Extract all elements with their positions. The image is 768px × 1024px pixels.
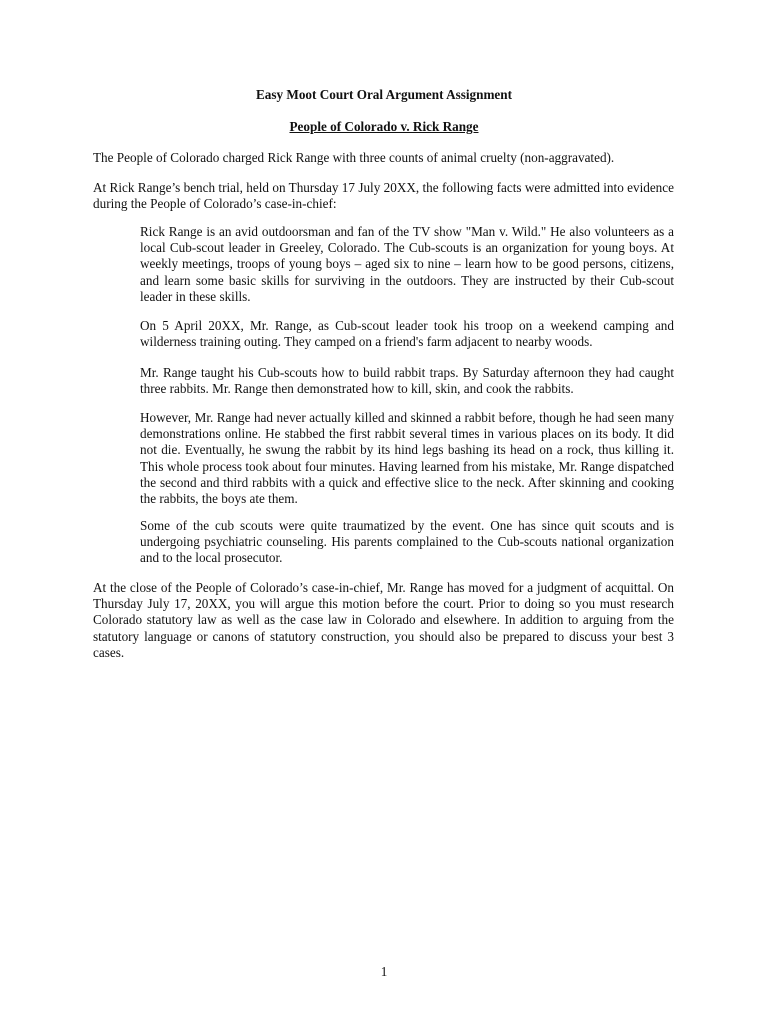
- fact-paragraph-background: Rick Range is an avid outdoorsman and fan of the TV show "Man v. Wild." He also volunteers as a local Cub-scout leader in Greeley, Colorado. The Cub-scouts is an organization for young boys. At weekly meetings, troops of young boys – aged six to nine – learn how to be good persons, citizens, and learn some basic skills for surviving in the outdoors. They are instructed by their Cub-scout leader in these skills.: [140, 224, 674, 304]
- fact-paragraph-outing: On 5 April 20XX, Mr. Range, as Cub-scout leader took his troop on a weekend camping and wilderness training outing. They camped on a friend's farm adjacent to nearby woods.: [140, 318, 674, 350]
- fact-paragraph-killing: However, Mr. Range had never actually killed and skinned a rabbit before, though he had seen many demonstrations online. He stabbed the first rabbit several times in various places on its body. It did not die. Eventually, he swung the rabbit by its hind legs bashing its head on a rock, thus killing it. This whole process took about four minutes. Having learned from his mistake, Mr. Range dispatched the second and third rabbits with a quick and effective slice to the neck. After skinning and cooking the rabbits, the boys ate them.: [140, 410, 674, 507]
- assignment-paragraph: At the close of the People of Colorado’s case-in-chief, Mr. Range has moved for a judgment of acquittal. On Thursday July 17, 20XX, you will argue this motion before the court. Prior to doing so you must research Colorado statutory law as well as the case law in Colorado and elsewhere. In addition to arguing from the statutory language or canons of statutory construction, you should also be prepared to discuss your best 3 cases.: [93, 580, 674, 660]
- case-name-heading: People of Colorado v. Rick Range: [289, 119, 479, 134]
- charge-paragraph: The People of Colorado charged Rick Range with three counts of animal cruelty (non-aggravated).: [93, 150, 615, 165]
- document-title: Easy Moot Court Oral Argument Assignment: [255, 87, 513, 102]
- trial-paragraph: At Rick Range’s bench trial, held on Thursday 17 July 20XX, the following facts were admitted into evidence during the People of Colorado’s case-in-chief:: [93, 180, 674, 212]
- fact-paragraph-aftermath: Some of the cub scouts were quite traumatized by the event. One has since quit scouts and is undergoing psychiatric counseling. His parents complained to the Cub-scouts national organization and to the local prosecutor.: [140, 518, 674, 566]
- page-number: 1: [380, 964, 388, 979]
- fact-paragraph-traps: Mr. Range taught his Cub-scouts how to build rabbit traps. By Saturday afternoon they had caught three rabbits. Mr. Range then demonstrated how to kill, skin, and cook the rabbits.: [140, 365, 674, 397]
